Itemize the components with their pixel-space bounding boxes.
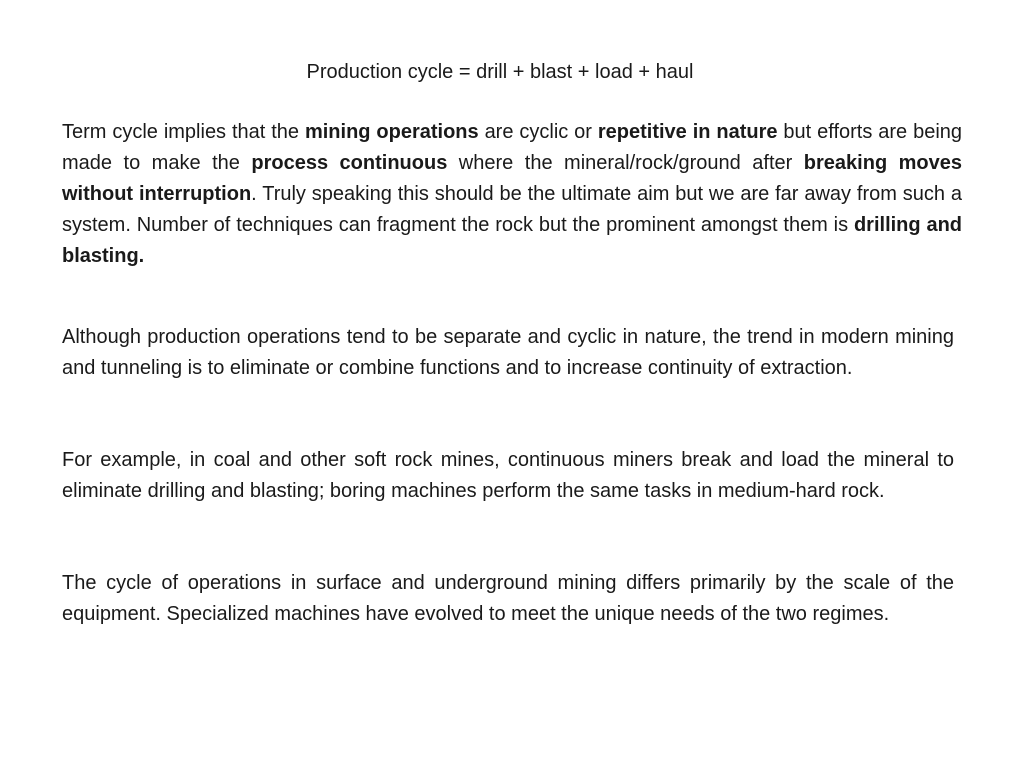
paragraph-example: For example, in coal and other soft rock mines, continuous miners break and load the mineral to eliminate drilling and blasting; boring machines perform the same tasks in medium-hard rock. — [62, 449, 954, 502]
p1-bold-mining-operations: mining operations — [304, 121, 479, 143]
paragraph-term-cycle — [62, 117, 962, 272]
p1-text-2: are cyclic or — [478, 121, 598, 143]
p1-text-5: . Truly speaking this should be the ultimate aim but we are far away from such a system. Number of techniques can fragment the rock but the prominent amongst them is — [62, 183, 962, 236]
p1-text-3: but efforts are being made to make the — [62, 121, 963, 174]
p1-text-1: Term cycle implies that the — [62, 121, 305, 143]
slide-title: Production cycle = drill + blast + load + haul — [306, 61, 694, 83]
p1-bold-breaking-moves: breaking moves without interruption — [62, 152, 963, 205]
p1-bold-drilling-blasting: drilling and blasting. — [62, 214, 962, 267]
paragraph-cycle-of-operations: The cycle of operations in surface and underground mining differs primarily by the scale of the equipment. Specialized machines have evolved to meet the unique needs of the two regimes. — [62, 572, 954, 625]
p1-bold-repetitive: repetitive in nature — [597, 121, 778, 143]
paragraph-production-operations: Although production operations tend to be separate and cyclic in nature, the trend in modern mining and tunneling is to eliminate or combine functions and to increase continuity of extraction. — [62, 326, 954, 379]
p1-bold-process-continuous: process continuous — [251, 152, 448, 174]
p1-text-4: where the mineral/rock/ground after — [447, 152, 804, 174]
